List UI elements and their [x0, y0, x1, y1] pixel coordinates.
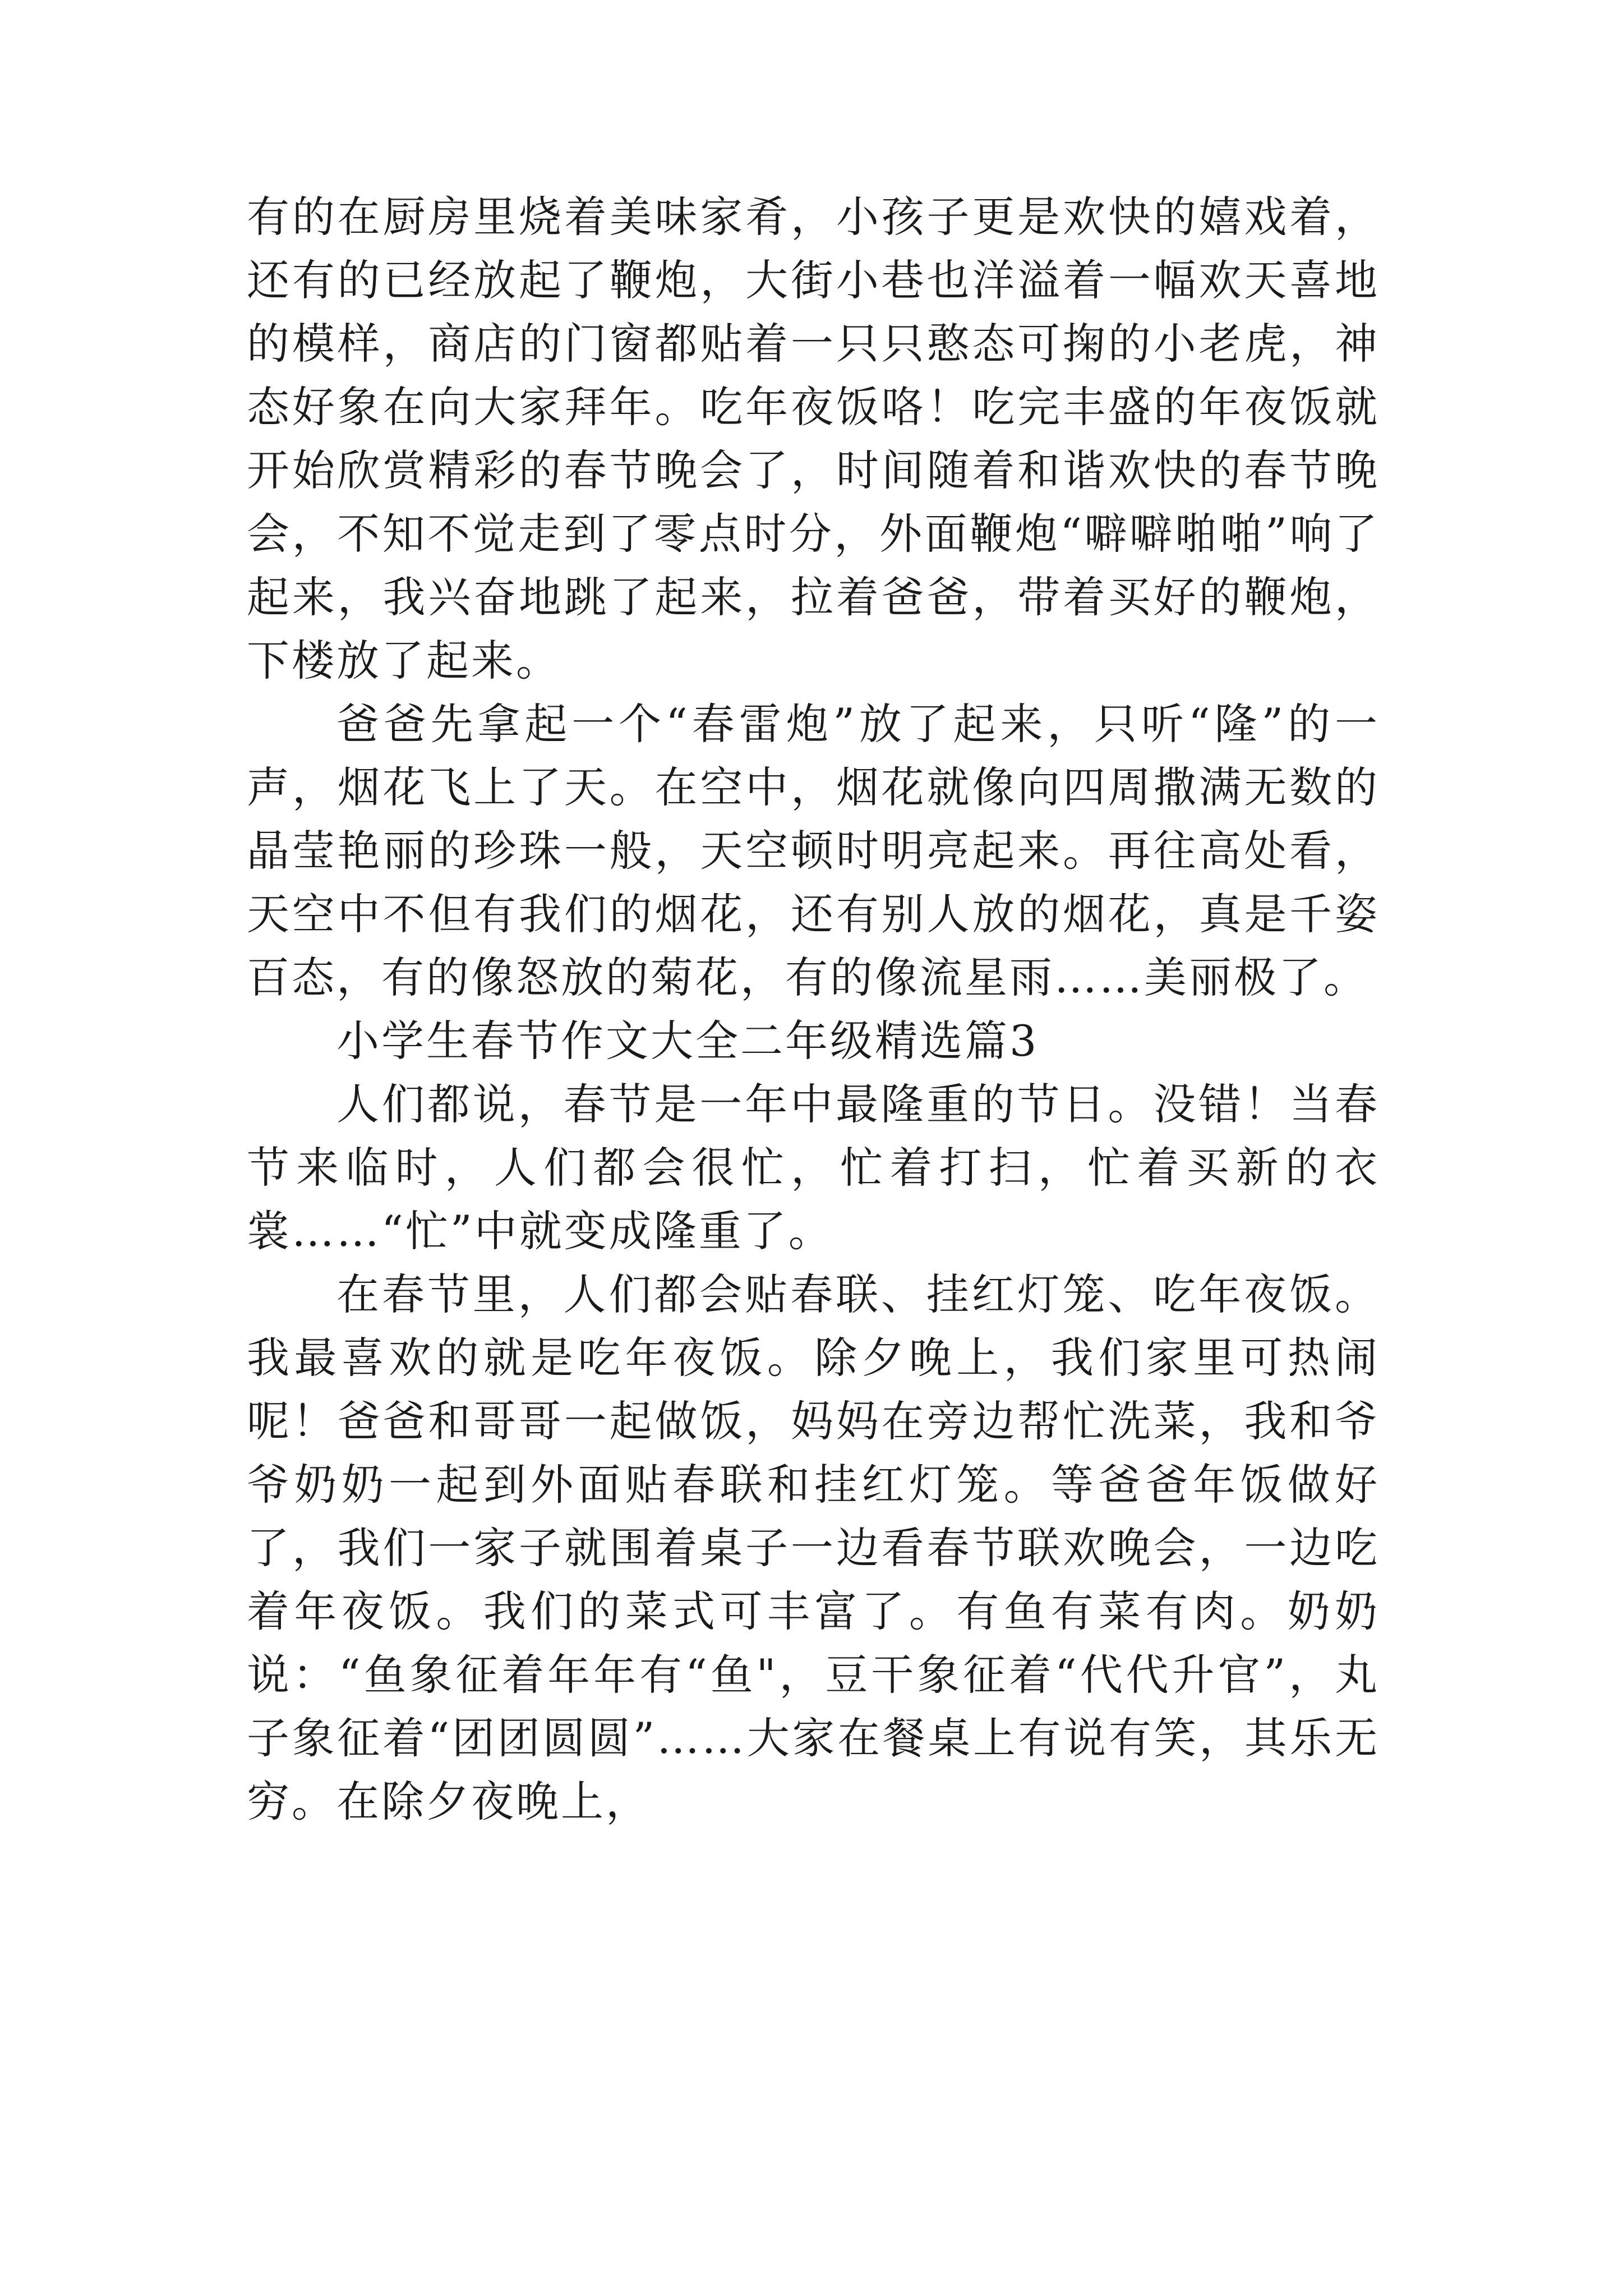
document-body [247, 185, 1380, 1833]
paragraph-fireworks: 爸爸先拿起一个“春雷炮”放了起来，只听“隆”的一声，烟花飞上了天。在空中，烟花就像向四周撒满无数的晶莹艳丽的珍珠一般，天空顿时明亮起来。再往高处看，天空中不但有我们的烟花，还有别人放的烟花，真是千姿百态，有的像怒放的菊花，有的像流星雨……美丽极了。 [247, 699, 1380, 1002]
paragraph-new-year-dinner: 在春节里，人们都会贴春联、挂红灯笼、吃年夜饭。我最喜欢的就是吃年夜饭。除夕晚上，我们家里可热闹呢！爸爸和哥哥一起做饭，妈妈在旁边帮忙洗菜，我和爷爷奶奶一起到外面贴春联和挂红灯笼。等爸爸年饭做好了，我们一家子就围着桌子一边看春节联欢晚会，一边吃着年夜饭。我们的菜式可丰富了。有鱼有菜有肉。奶奶说：“鱼象征着年年有“鱼"，豆干象征着“代代升官”，丸子象征着“团团圆圆”……大家在餐桌上有说有笑，其乐无穷。在除夕夜晚上， [247, 1269, 1380, 1826]
section-heading: 小学生春节作文大全二年级精选篇3 [336, 1016, 1039, 1066]
paragraph-continued: 有的在厨房里烧着美味家肴，小孩子更是欢快的嬉戏着，还有的已经放起了鞭炮，大街小巷也洋溢着一幅欢天喜地的模样，商店的门窗都贴着一只只憨态可掬的小老虎，神态好象在向大家拜年。吃年夜饭咯！吃完丰盛的年夜饭就开始欣赏精彩的春节晚会了，时间随着和谐欢快的春节晚会，不知不觉走到了零点时分，外面鞭炮“噼噼啪啪”响了起来，我兴奋地跳了起来，拉着爸爸，带着买好的鞭炮，下楼放了起来。 [247, 192, 1380, 685]
paragraph-festival-intro: 人们都说，春节是一年中最隆重的节日。没错！当春节来临时，人们都会很忙，忙着打扫，忙着买新的衣裳……“忙”中就变成隆重了。 [247, 1079, 1380, 1256]
